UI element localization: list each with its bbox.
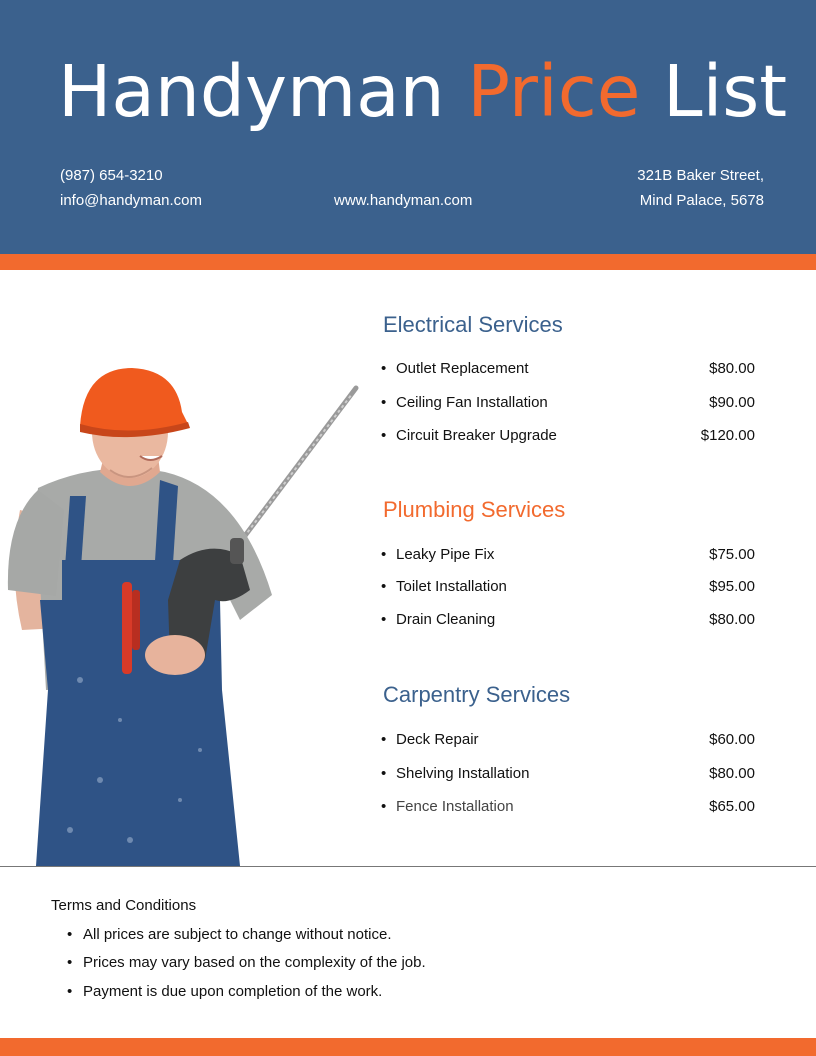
terms-title: Terms and Conditions bbox=[51, 897, 197, 914]
contact-left bbox=[60, 163, 202, 213]
service-item: • Circuit Breaker Upgrade $120.00 bbox=[381, 427, 755, 444]
service-item: • Shelving Installation $80.00 bbox=[381, 765, 755, 782]
contact-right bbox=[637, 163, 764, 213]
website-url: www.handyman.com bbox=[334, 192, 473, 209]
contact-middle bbox=[334, 188, 472, 213]
service-item: • Drain Cleaning $80.00 bbox=[381, 611, 755, 628]
section-title-carpentry: Carpentry Services bbox=[383, 682, 571, 707]
address-line-1: 321B Baker Street, bbox=[637, 167, 764, 184]
service-item: • Leaky Pipe Fix $75.00 bbox=[381, 546, 755, 563]
footer-accent-bar bbox=[0, 1038, 816, 1056]
handyman-photo bbox=[0, 360, 362, 866]
email-address: info@handyman.com bbox=[60, 192, 202, 209]
title-word-list: List bbox=[640, 50, 788, 133]
service-item: • Outlet Replacement $80.00 bbox=[381, 360, 755, 377]
service-item: • Ceiling Fan Installation $90.00 bbox=[381, 394, 755, 411]
title-word-handyman: Handyman bbox=[58, 50, 468, 133]
header-accent-bar bbox=[0, 254, 816, 270]
address-line-2: Mind Palace, 5678 bbox=[639, 192, 764, 209]
section-divider bbox=[0, 866, 816, 867]
section-title-plumbing: Plumbing Services bbox=[383, 497, 566, 522]
service-item: • Fence Installation $65.00 bbox=[381, 798, 755, 815]
phone-number: (987) 654-3210 bbox=[60, 167, 163, 184]
title-word-price: Price bbox=[467, 50, 641, 133]
page-title bbox=[58, 50, 788, 133]
service-item: • Deck Repair $60.00 bbox=[381, 731, 755, 748]
section-title-electrical: Electrical Services bbox=[383, 312, 563, 337]
service-item: • Toilet Installation $95.00 bbox=[381, 578, 755, 595]
